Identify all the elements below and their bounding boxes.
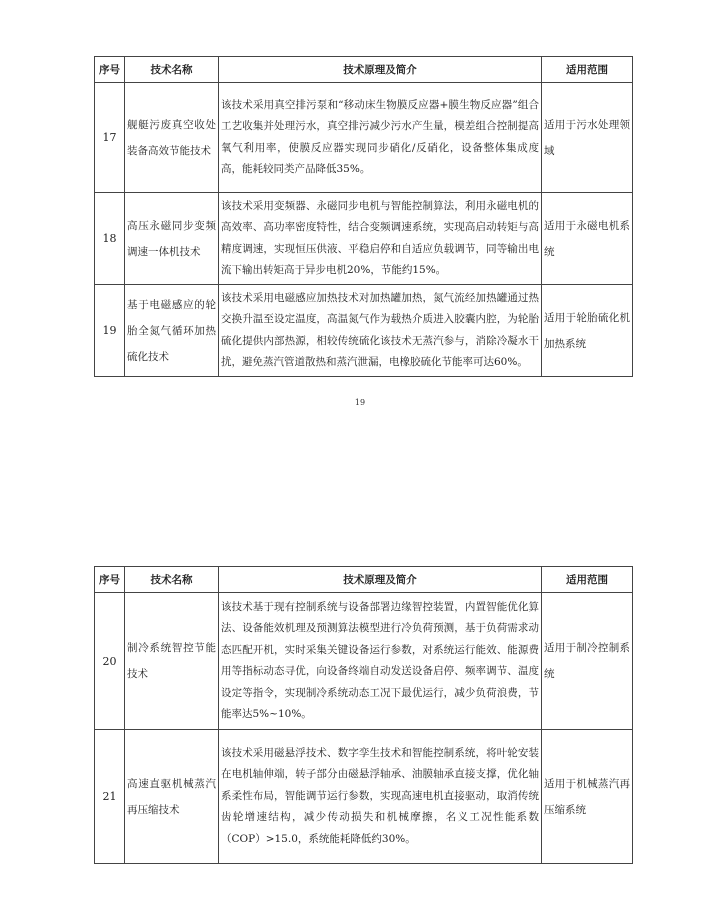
row-name: 基于电磁感应的轮胎全氮气循环加热硫化技术 xyxy=(125,285,219,377)
table-row xyxy=(95,593,633,730)
row-name: 高速直驱机械蒸汽再压缩技术 xyxy=(125,730,219,864)
row-num: 19 xyxy=(95,285,125,377)
table-row xyxy=(95,193,633,285)
row-num: 18 xyxy=(95,193,125,285)
row-num: 20 xyxy=(95,593,125,730)
row-scope: 适用于机械蒸汽再压缩系统 xyxy=(542,730,633,864)
header-num: 序号 xyxy=(95,57,125,83)
header-desc: 技术原理及简介 xyxy=(219,57,542,83)
page-number: 19 xyxy=(354,398,366,407)
header-scope: 适用范围 xyxy=(542,57,633,83)
header-scope: 适用范围 xyxy=(542,567,633,593)
row-name: 制冷系统智控节能技术 xyxy=(125,593,219,730)
header-desc: 技术原理及简介 xyxy=(219,567,542,593)
row-desc: 该技术采用磁悬浮技术、数字孪生技术和智能控制系统，将叶轮安装在电机轴伸端，转子部分由磁悬浮轴承、油膜轴承直接支撑，优化轴系柔性布局，智能调节运行参数，实现高速电机直接驱动，取消传统齿轮增速结构，减少传动损失和机械摩擦，名义工况性能系数（COP）>15.0，系统能耗降低约30%。 xyxy=(219,730,542,864)
row-num: 17 xyxy=(95,83,125,193)
row-scope: 适用于轮胎硫化机加热系统 xyxy=(542,285,633,377)
header-name: 技术名称 xyxy=(125,567,219,593)
table-row xyxy=(95,285,633,377)
row-desc: 该技术基于现有控制系统与设备部署边缘智控装置，内置智能优化算法、设备能效机理及预测算法模型进行冷负荷预测，基于负荷需求动态匹配开机，实时采集关键设备运行参数，对系统运行能效、能源费用等指标动态寻优，向设备终端自动发送设备启停、频率调节、温度设定等指令，实现制冷系统动态工况下最优运行，减少负荷浪费，节能率达5%~10%。 xyxy=(219,593,542,730)
table-header-row xyxy=(95,567,633,593)
header-num: 序号 xyxy=(95,567,125,593)
header-name: 技术名称 xyxy=(125,57,219,83)
row-desc: 该技术采用真空排污泵和“移动床生物膜反应器+膜生物反应器”组合工艺收集并处理污水，真空排污减少污水产生量，模差组合控制提高氧气利用率，使膜反应器实现同步硝化/反硝化，设备整体集成度高，能耗较同类产品降低35%。 xyxy=(219,83,542,193)
row-name: 舰艇污废真空收处装备高效节能技术 xyxy=(125,83,219,193)
technology-table-page-19 xyxy=(94,56,633,377)
row-scope: 适用于污水处理领域 xyxy=(542,83,633,193)
row-num: 21 xyxy=(95,730,125,864)
row-scope: 适用于永磁电机系统 xyxy=(542,193,633,285)
table-header-row xyxy=(95,57,633,83)
table-row xyxy=(95,730,633,864)
row-name: 高压永磁同步变频调速一体机技术 xyxy=(125,193,219,285)
row-scope: 适用于制冷控制系统 xyxy=(542,593,633,730)
row-desc: 该技术采用变频器、永磁同步电机与智能控制算法，利用永磁电机的高效率、高功率密度特性，结合变频调速系统，实现高启动转矩与高精度调速，实现恒压供液、平稳启停和自适应负载调节，同等输出电流下输出转矩高于异步电机20%，节能约15%。 xyxy=(219,193,542,285)
technology-table-page-20 xyxy=(94,566,633,864)
table-row xyxy=(95,83,633,193)
row-desc: 该技术采用电磁感应加热技术对加热罐加热，氮气流经加热罐通过热交换升温至设定温度，高温氮气作为载热介质进入胶囊内腔，为轮胎硫化提供内部热源，相较传统硫化该技术无蒸汽参与，消除冷凝水干扰，避免蒸汽管道散热和蒸汽泄漏，电橡胶硫化节能率可达60%。 xyxy=(219,285,542,377)
